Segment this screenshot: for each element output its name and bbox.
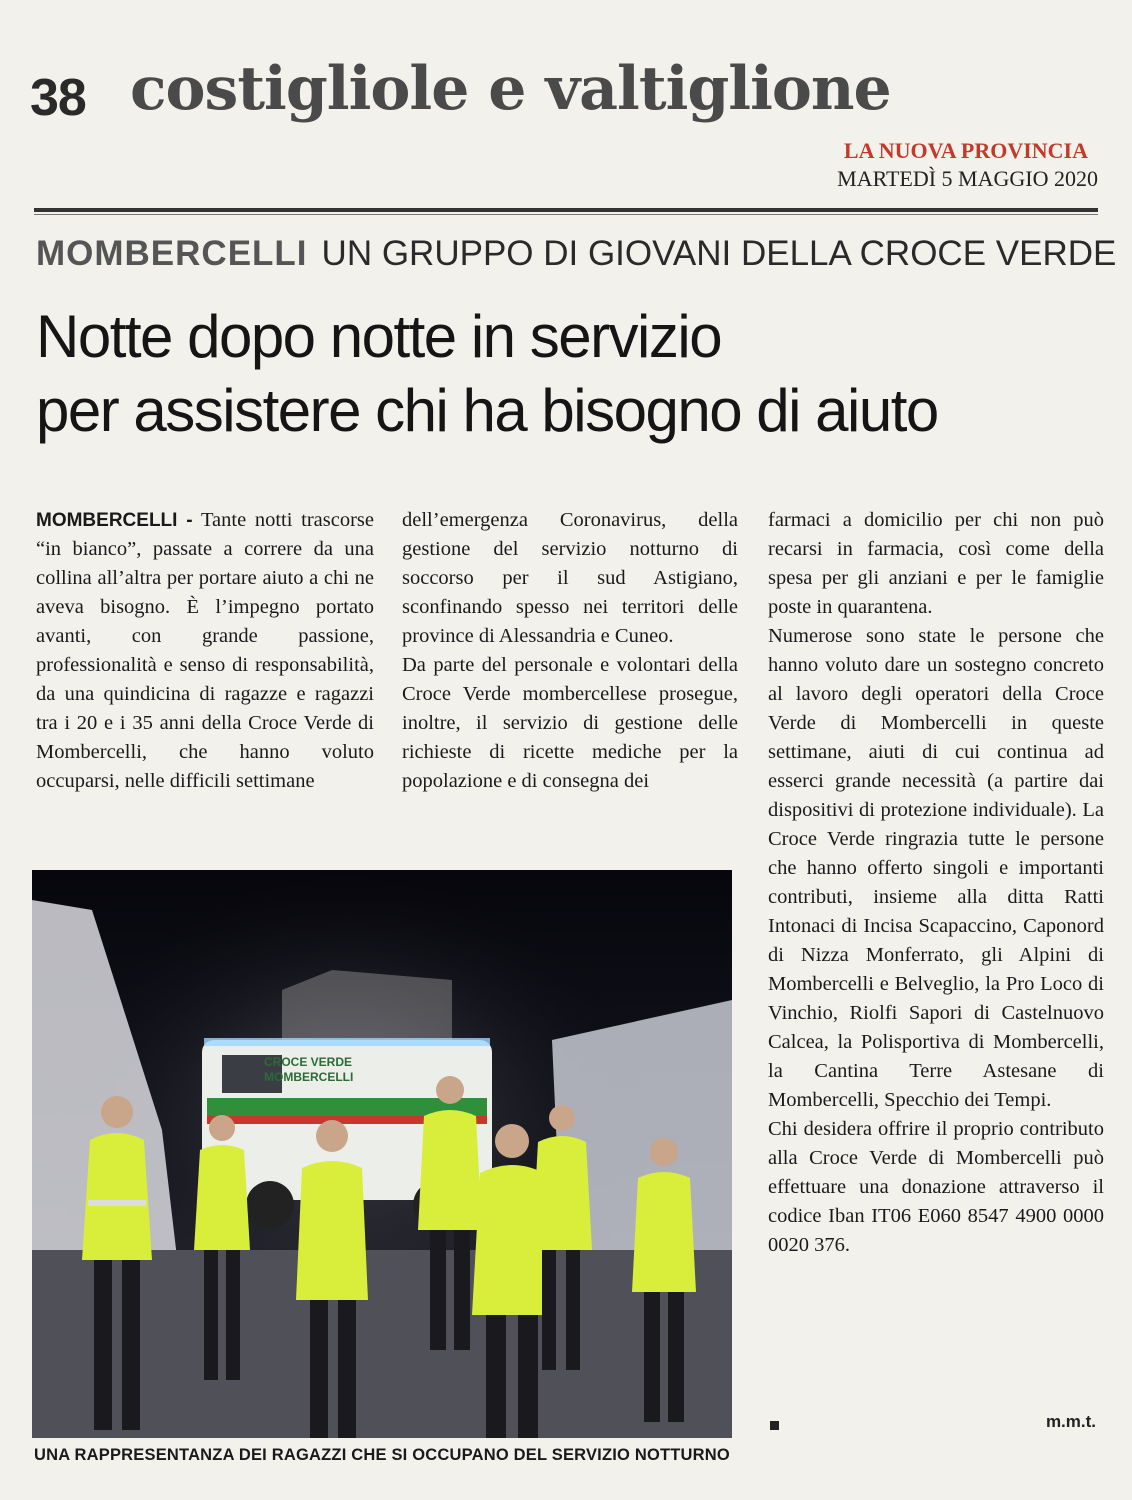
column-3 (768, 506, 1104, 1260)
newspaper-name: LA NUOVA PROVINCIA (843, 138, 1088, 163)
column-1-text: Tante notti trascorse “in bianco”, passate a correre da una collina all’altra per portare aiuto a chi ne aveva bisogno. È l’impegno portato avanti, con grande passione, professionalità e senso di responsabilità, da una quindicina di ragazze e ragazzi tra i 20 e i 35 anni della Croce Verde di Mombercelli, che hanno voluto occuparsi, nelle difficili settimane (36, 509, 374, 792)
photo-caption: UNA RAPPRESENTANZA DEI RAGAZZI CHE SI OCCUPANO DEL SERVIZIO NOTTURNO (34, 1446, 730, 1464)
headline-line-1: Notte dopo notte in servizio (36, 303, 722, 370)
section-title: costigliole e valtiglione (130, 54, 891, 124)
article-kicker (36, 234, 1116, 274)
ambulance-label-2: MOMBERCELLI (264, 1070, 354, 1084)
article-photo (32, 870, 732, 1438)
end-of-article-mark (770, 1421, 779, 1430)
photo-illustration (32, 870, 732, 1438)
header-rule-thin (34, 214, 1098, 215)
page-number: 38 (30, 69, 86, 127)
issue-date: MARTEDÌ 5 MAGGIO 2020 (837, 166, 1098, 191)
column-3-paragraph-3: Chi desidera offrire il proprio contributo alla Croce Verde di Mombercelli può effettuare una donazione attraverso il codice Iban IT06 E060 8547 4900 0000 0020 376. (768, 1118, 1104, 1256)
headline-line-2: per assistere chi ha bisogno di aiuto (36, 377, 938, 444)
column-2-paragraph-2: Da parte del personale e volontari della Croce Verde mombercellese prosegue, inoltre, il servizio di gestione delle richieste di ricette mediche per la popolazione e di consegna dei (402, 654, 738, 792)
column-3-paragraph-2: Numerose sono state le persone che hanno voluto dare un sostegno concreto al lavoro degli operatori della Croce Verde di Mombercelli in queste settimane, aiuti di cui continua ad esserci grande necessità (a partire dai dispositivi di protezione individuale). La Croce Verde ringrazia tutte le persone che hanno offerto singoli e importanti contributi, insieme alla ditta Ratti Intonaci di Incisa Scapaccino, Caponord di Nizza Monferrato, gli Alpini di Mombercelli e Belveglio, la Pro Loco di Vinchio, Riolfi Sapori di Castelnuovo Calcea, la Polisportiva di Mombercelli, la Cantina Terre Astesane di Mombercelli, Specchio dei Tempi. (768, 625, 1104, 1111)
author-signature: m.m.t. (1045, 1412, 1096, 1431)
kicker-place: MOMBERCELLI (36, 234, 308, 273)
column-2 (402, 506, 738, 796)
header-rule (34, 208, 1098, 212)
column-3-paragraph-1: farmaci a domicilio per chi non può recarsi in farmacia, così come della spesa per gli anziani e per le famiglie poste in quarantena. (768, 509, 1104, 618)
kicker-text: UN GRUPPO DI GIOVANI DELLA CROCE VERDE (321, 234, 1117, 273)
column-1 (36, 506, 374, 796)
dateline: MOMBERCELLI - (36, 510, 193, 531)
article-headline (36, 300, 1116, 448)
ambulance-label-1: CROCE VERDE (264, 1055, 353, 1069)
column-2-paragraph-1: dell’emergenza Coronavirus, della gestione del servizio notturno di soccorso per il sud Astigiano, sconfinando spesso nei territori delle province di Alessandria e Cuneo. (402, 509, 738, 647)
